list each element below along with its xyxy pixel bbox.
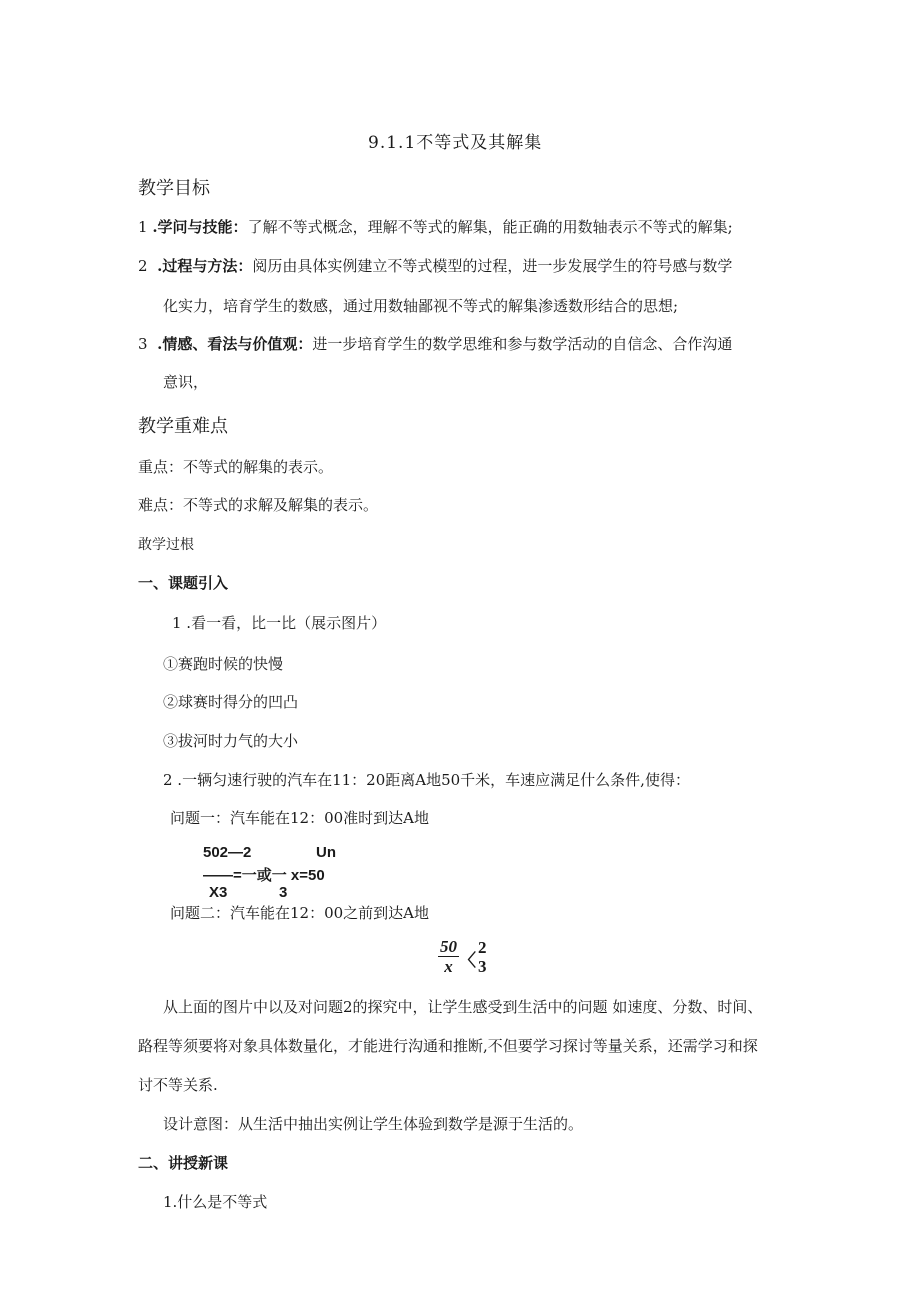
eq1-top-right: Un (316, 844, 336, 861)
eq2-frac-right (476, 939, 489, 977)
part1-item2: 2 .一辆匀速行驶的汽车在11：20距离A地50千米，车速应满足什么条件,使得： (163, 771, 690, 789)
para-line-3: 讨不等关系. (138, 1076, 218, 1094)
eq2-num2: 2 (478, 938, 487, 957)
goal-num: 3 (138, 335, 148, 353)
key-point: 重点：不等式的解集的表示。 (138, 458, 334, 476)
goal-text: 阅历由具体实例建立不等式模型的过程，进一步发展学生的符号感与数学 (252, 257, 733, 275)
goal-item-2-cont: 化实力，培育学生的数感，通过用数轴鄙视不等式的解集渗透数形结合的思想; (163, 297, 679, 315)
bullet-3: ③拔河时力气的大小 (163, 732, 299, 750)
goal-item-2 (138, 255, 732, 276)
goal-item-3 (138, 333, 732, 354)
key-heading: 教学重难点 (138, 416, 228, 437)
goal-label: .情感、看法与价值观： (157, 335, 313, 353)
eq1-mid-text: ——=一或一 x=50 (203, 867, 325, 884)
goal-num: 2 (138, 257, 148, 275)
page-title: 9.1.1不等式及其解集 (368, 133, 543, 153)
eq1-top-left: 502—2 (203, 844, 252, 861)
bullet-2: ②球赛时得分的凹凸 (163, 693, 299, 711)
question-1: 问题一：汽车能在12：00准时到达A地 (170, 809, 430, 827)
part1-heading: 一、课题引入 (138, 575, 229, 592)
goal-num: 1 (138, 218, 148, 236)
para-line-1: 从上面的图片中以及对问题2的探究中，让学生感受到生活中的问题 如速度、分数、时间、 (163, 998, 763, 1016)
eq2-num1: 50 (440, 937, 457, 956)
eq2-den2: 3 (478, 957, 487, 976)
eq2 (438, 938, 489, 977)
goal-text: 进一步培育学生的数学思维和参与数学活动的自信念、合作沟通 (312, 335, 733, 353)
goal-label: .过程与方法： (157, 257, 253, 275)
part2-heading: 二、讲授新课 (138, 1155, 229, 1172)
part1-item1: 1 .看一看，比一比（展示图片） (172, 614, 387, 632)
goal-text: 了解不等式概念，理解不等式的解集，能正确的用数轴表示不等式的解集; (247, 218, 733, 236)
para-line-2: 路程等须要将对象具体数量化，才能进行沟通和推断,不但要学习探讨等量关系，还需学习和探 (138, 1037, 758, 1055)
eq2-operator: 〈 (459, 951, 476, 971)
eq1-mid (203, 864, 325, 885)
question-2: 问题二：汽车能在12：00之前到达A地 (170, 904, 430, 922)
goal-item-3-cont: 意识， (163, 373, 209, 391)
eq1-bot-left: X3 (209, 884, 228, 901)
goal-label: .学问与技能： (152, 218, 248, 236)
goal-item-1 (138, 216, 733, 237)
process-heading: 敢学过根 (138, 537, 194, 553)
bullet-1: ①赛跑时候的快慢 (163, 655, 284, 673)
eq1-bot-right: 3 (279, 884, 288, 901)
part2-item1: 1.什么是不等式 (163, 1193, 268, 1211)
eq2-den1: x (444, 957, 453, 976)
goals-heading: 教学目标 (138, 178, 210, 199)
difficulty-point: 难点：不等式的求解及解集的表示。 (138, 496, 379, 514)
eq2-frac-left (438, 938, 459, 977)
design-intent: 设计意图：从生活中抽出实例让学生体验到数学是源于生活的。 (163, 1115, 584, 1133)
